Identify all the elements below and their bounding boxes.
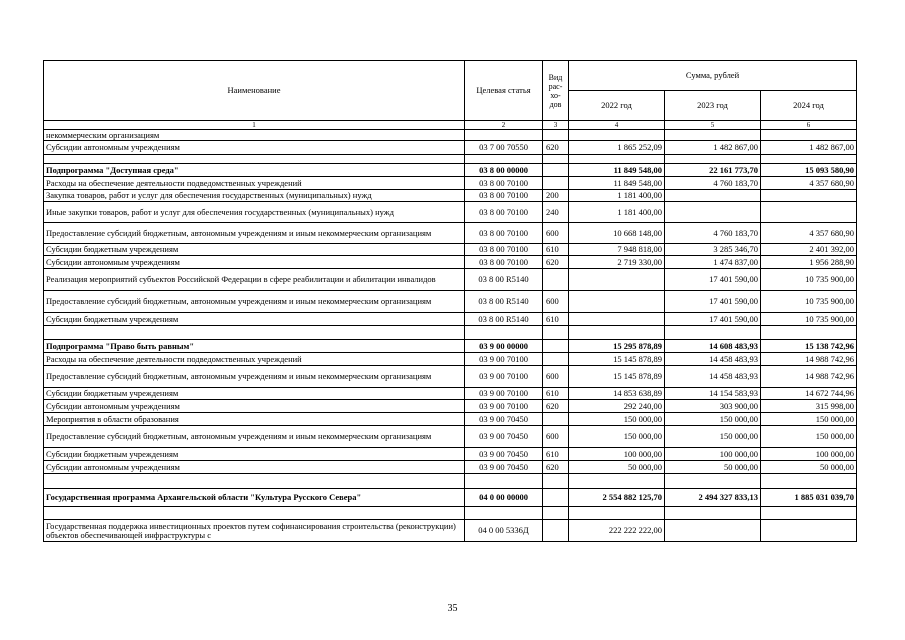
cell-expense-type xyxy=(543,353,569,366)
cell-sum-2024: 14 988 742,96 xyxy=(761,353,857,366)
page-number: 35 xyxy=(447,603,458,614)
cell-sum-2023: 1 474 837,00 xyxy=(665,256,761,269)
cell-sum-2023: 3 285 346,70 xyxy=(665,244,761,256)
cell-sum-2022: 150 000,00 xyxy=(569,426,665,448)
cell-sum-2023 xyxy=(665,507,761,520)
table-row xyxy=(44,326,857,340)
cell-target-code: 03 8 00 R5140 xyxy=(465,291,543,313)
cell-sum-2023: 14 458 483,93 xyxy=(665,366,761,388)
cell-name: Субсидии автономным учреждениям xyxy=(44,256,465,269)
cell-sum-2023: 4 760 183,70 xyxy=(665,177,761,190)
cell-sum-2024: 15 093 580,90 xyxy=(761,164,857,177)
table-row xyxy=(44,448,857,461)
cell-name: Иные закупки товаров, работ и услуг для обеспечения государственных (муниципальных) нужд xyxy=(44,202,465,223)
cell-sum-2023: 2 494 327 833,13 xyxy=(665,489,761,507)
cell-sum-2023 xyxy=(665,474,761,489)
table-row xyxy=(44,340,857,353)
cell-name: Закупка товаров, работ и услуг для обеспечения государственных (муниципальных) нужд xyxy=(44,190,465,202)
cell-sum-2022: 50 000,00 xyxy=(569,461,665,474)
cell-sum-2022: 222 222 222,00 xyxy=(569,520,665,542)
column-header-year-2024: 2024 год xyxy=(761,91,857,121)
cell-name xyxy=(44,474,465,489)
cell-target-code: 03 9 00 70100 xyxy=(465,366,543,388)
cell-target-code: 03 8 00 70100 xyxy=(465,256,543,269)
cell-expense-type xyxy=(543,326,569,340)
cell-name: Субсидии бюджетным учреждениям xyxy=(44,313,465,326)
cell-target-code: 03 8 00 R5140 xyxy=(465,313,543,326)
cell-target-code: 04 0 00 5336Д xyxy=(465,520,543,542)
cell-sum-2022: 7 948 818,00 xyxy=(569,244,665,256)
cell-sum-2022: 15 145 878,89 xyxy=(569,366,665,388)
cell-sum-2022 xyxy=(569,291,665,313)
cell-expense-type xyxy=(543,155,569,164)
cell-name: Подпрограмма "Доступная среда" xyxy=(44,164,465,177)
cell-expense-type: 620 xyxy=(543,461,569,474)
column-header-sum: Сумма, рублей xyxy=(569,61,857,91)
cell-name: Предоставление субсидий бюджетным, автономным учреждениям и иным некоммерческим организациям xyxy=(44,426,465,448)
cell-sum-2023 xyxy=(665,190,761,202)
cell-sum-2024 xyxy=(761,155,857,164)
table-row xyxy=(44,141,857,155)
cell-target-code: 03 8 00 70100 xyxy=(465,223,543,244)
cell-name: Расходы на обеспечение деятельности подведомственных учреждений xyxy=(44,177,465,190)
cell-sum-2023: 14 154 583,93 xyxy=(665,388,761,400)
cell-sum-2022: 1 181 400,00 xyxy=(569,190,665,202)
cell-sum-2024: 2 401 392,00 xyxy=(761,244,857,256)
cell-expense-type: 620 xyxy=(543,256,569,269)
budget-table xyxy=(43,60,857,542)
cell-expense-type xyxy=(543,413,569,426)
column-number: 2 xyxy=(465,121,543,130)
table-row xyxy=(44,507,857,520)
cell-sum-2022 xyxy=(569,130,665,141)
cell-sum-2022: 10 668 148,00 xyxy=(569,223,665,244)
cell-name xyxy=(44,326,465,340)
cell-sum-2022: 2 554 882 125,70 xyxy=(569,489,665,507)
cell-target-code: 03 8 00 00000 xyxy=(465,164,543,177)
cell-sum-2023 xyxy=(665,130,761,141)
column-header-code: Целевая статья xyxy=(465,61,543,121)
cell-expense-type: 600 xyxy=(543,223,569,244)
column-header-name: Наименование xyxy=(44,61,465,121)
cell-sum-2023: 17 401 590,00 xyxy=(665,313,761,326)
cell-name: Субсидии бюджетным учреждениям xyxy=(44,388,465,400)
column-number: 4 xyxy=(569,121,665,130)
table-row xyxy=(44,461,857,474)
cell-expense-type xyxy=(543,130,569,141)
cell-sum-2024: 100 000,00 xyxy=(761,448,857,461)
table-row xyxy=(44,489,857,507)
table-row xyxy=(44,177,857,190)
cell-name: Подпрограмма "Право быть равным" xyxy=(44,340,465,353)
cell-name: Предоставление субсидий бюджетным, автономным учреждениям и иным некоммерческим организациям xyxy=(44,223,465,244)
cell-sum-2023: 17 401 590,00 xyxy=(665,269,761,291)
cell-name: Субсидии бюджетным учреждениям xyxy=(44,448,465,461)
cell-expense-type xyxy=(543,340,569,353)
table-row xyxy=(44,388,857,400)
column-header-year-2023: 2023 год xyxy=(665,91,761,121)
cell-expense-type: 600 xyxy=(543,366,569,388)
cell-sum-2022 xyxy=(569,326,665,340)
cell-sum-2024: 14 988 742,96 xyxy=(761,366,857,388)
table-row xyxy=(44,164,857,177)
table-row xyxy=(44,190,857,202)
cell-target-code: 03 7 00 70550 xyxy=(465,141,543,155)
cell-sum-2022: 15 295 878,89 xyxy=(569,340,665,353)
cell-target-code: 03 8 00 R5140 xyxy=(465,269,543,291)
cell-target-code xyxy=(465,507,543,520)
cell-name: Государственная поддержка инвестиционных проектов путем софинансирования строительства (реконструкции) объектов обеспечивающей инфраструктуры с xyxy=(44,520,465,542)
cell-sum-2022 xyxy=(569,155,665,164)
table-row xyxy=(44,256,857,269)
table-row xyxy=(44,269,857,291)
cell-name: Реализация мероприятий субъектов Российской Федерации в сфере реабилитации и абилитации инвалидов xyxy=(44,269,465,291)
cell-name xyxy=(44,507,465,520)
cell-sum-2024 xyxy=(761,474,857,489)
table-row xyxy=(44,130,857,141)
cell-name: Субсидии автономным учреждениям xyxy=(44,141,465,155)
cell-sum-2023: 17 401 590,00 xyxy=(665,291,761,313)
cell-target-code: 03 8 00 70100 xyxy=(465,244,543,256)
table-row xyxy=(44,353,857,366)
cell-sum-2024: 50 000,00 xyxy=(761,461,857,474)
cell-name: Мероприятия в области образования xyxy=(44,413,465,426)
cell-sum-2024: 10 735 900,00 xyxy=(761,269,857,291)
cell-expense-type: 610 xyxy=(543,448,569,461)
table-row xyxy=(44,400,857,413)
cell-sum-2022: 292 240,00 xyxy=(569,400,665,413)
column-header-year-2022: 2022 год xyxy=(569,91,665,121)
cell-name: Предоставление субсидий бюджетным, автономным учреждениям и иным некоммерческим организациям xyxy=(44,366,465,388)
column-header-type-line: Вид xyxy=(548,72,563,82)
column-number: 1 xyxy=(44,121,465,130)
cell-expense-type xyxy=(543,164,569,177)
cell-name: Субсидии автономным учреждениям xyxy=(44,400,465,413)
table-row xyxy=(44,474,857,489)
cell-sum-2022: 100 000,00 xyxy=(569,448,665,461)
cell-sum-2023: 150 000,00 xyxy=(665,426,761,448)
cell-name: Расходы на обеспечение деятельности подведомственных учреждений xyxy=(44,353,465,366)
cell-expense-type xyxy=(543,177,569,190)
cell-sum-2024: 315 998,00 xyxy=(761,400,857,413)
cell-sum-2022 xyxy=(569,313,665,326)
cell-sum-2023: 100 000,00 xyxy=(665,448,761,461)
table-row xyxy=(44,520,857,542)
table-row xyxy=(44,366,857,388)
cell-name: Субсидии бюджетным учреждениям xyxy=(44,244,465,256)
cell-expense-type: 600 xyxy=(543,426,569,448)
table-row xyxy=(44,202,857,223)
cell-expense-type: 240 xyxy=(543,202,569,223)
cell-target-code: 03 8 00 70100 xyxy=(465,177,543,190)
cell-expense-type: 620 xyxy=(543,141,569,155)
cell-sum-2022: 15 145 878,89 xyxy=(569,353,665,366)
cell-expense-type: 600 xyxy=(543,291,569,313)
cell-sum-2024 xyxy=(761,507,857,520)
cell-sum-2024: 14 672 744,96 xyxy=(761,388,857,400)
cell-expense-type xyxy=(543,507,569,520)
cell-sum-2022: 11 849 548,00 xyxy=(569,164,665,177)
cell-sum-2022: 2 719 330,00 xyxy=(569,256,665,269)
table-row xyxy=(44,426,857,448)
cell-sum-2024: 1 956 288,90 xyxy=(761,256,857,269)
cell-target-code: 03 9 00 70450 xyxy=(465,426,543,448)
table-row xyxy=(44,223,857,244)
cell-sum-2023: 303 900,00 xyxy=(665,400,761,413)
cell-sum-2022 xyxy=(569,507,665,520)
cell-sum-2023 xyxy=(665,520,761,542)
cell-sum-2023 xyxy=(665,202,761,223)
cell-sum-2024 xyxy=(761,130,857,141)
cell-sum-2022: 11 849 548,00 xyxy=(569,177,665,190)
cell-expense-type xyxy=(543,489,569,507)
table-row xyxy=(44,291,857,313)
cell-sum-2022: 14 853 638,89 xyxy=(569,388,665,400)
cell-expense-type: 610 xyxy=(543,244,569,256)
cell-sum-2024 xyxy=(761,520,857,542)
cell-sum-2022: 1 865 252,09 xyxy=(569,141,665,155)
cell-sum-2022 xyxy=(569,269,665,291)
cell-target-code: 03 8 00 70100 xyxy=(465,202,543,223)
cell-sum-2023: 22 161 773,70 xyxy=(665,164,761,177)
cell-sum-2024 xyxy=(761,190,857,202)
cell-target-code: 03 9 00 70100 xyxy=(465,388,543,400)
cell-target-code: 03 9 00 70450 xyxy=(465,461,543,474)
cell-sum-2023: 150 000,00 xyxy=(665,413,761,426)
cell-sum-2022: 1 181 400,00 xyxy=(569,202,665,223)
cell-sum-2024: 1 885 031 039,70 xyxy=(761,489,857,507)
column-number: 3 xyxy=(543,121,569,130)
cell-sum-2023 xyxy=(665,326,761,340)
column-header-type-line: дов xyxy=(549,99,562,109)
table-row xyxy=(44,313,857,326)
cell-sum-2024 xyxy=(761,326,857,340)
cell-target-code: 03 8 00 70100 xyxy=(465,190,543,202)
cell-sum-2023: 14 608 483,93 xyxy=(665,340,761,353)
cell-sum-2022 xyxy=(569,474,665,489)
cell-expense-type: 610 xyxy=(543,388,569,400)
cell-target-code: 04 0 00 00000 xyxy=(465,489,543,507)
cell-expense-type: 620 xyxy=(543,400,569,413)
cell-sum-2024 xyxy=(761,202,857,223)
column-number: 6 xyxy=(761,121,857,130)
cell-sum-2024: 4 357 680,90 xyxy=(761,223,857,244)
table-row xyxy=(44,155,857,164)
cell-expense-type: 200 xyxy=(543,190,569,202)
cell-sum-2023: 14 458 483,93 xyxy=(665,353,761,366)
cell-name: некоммерческим организациям xyxy=(44,130,465,141)
cell-sum-2024: 15 138 742,96 xyxy=(761,340,857,353)
cell-target-code xyxy=(465,326,543,340)
column-header-type-line: хо- xyxy=(550,90,561,100)
cell-sum-2022: 150 000,00 xyxy=(569,413,665,426)
cell-sum-2024: 150 000,00 xyxy=(761,413,857,426)
cell-sum-2023 xyxy=(665,155,761,164)
column-header-type-line: рас- xyxy=(548,81,563,91)
cell-target-code xyxy=(465,130,543,141)
table-row xyxy=(44,244,857,256)
cell-target-code: 03 9 00 00000 xyxy=(465,340,543,353)
cell-target-code: 03 9 00 70450 xyxy=(465,413,543,426)
cell-sum-2024: 10 735 900,00 xyxy=(761,291,857,313)
cell-sum-2024: 1 482 867,00 xyxy=(761,141,857,155)
cell-name xyxy=(44,155,465,164)
cell-target-code: 03 9 00 70100 xyxy=(465,353,543,366)
cell-target-code xyxy=(465,474,543,489)
cell-name: Предоставление субсидий бюджетным, автономным учреждениям и иным некоммерческим организациям xyxy=(44,291,465,313)
cell-expense-type: 610 xyxy=(543,313,569,326)
cell-target-code: 03 9 00 70450 xyxy=(465,448,543,461)
column-header-type xyxy=(543,61,569,121)
cell-expense-type xyxy=(543,520,569,542)
cell-target-code: 03 9 00 70100 xyxy=(465,400,543,413)
cell-sum-2024: 150 000,00 xyxy=(761,426,857,448)
column-number: 5 xyxy=(665,121,761,130)
cell-expense-type xyxy=(543,269,569,291)
cell-name: Государственная программа Архангельской области "Культура Русского Севера" xyxy=(44,489,465,507)
cell-sum-2024: 4 357 680,90 xyxy=(761,177,857,190)
cell-sum-2023: 1 482 867,00 xyxy=(665,141,761,155)
cell-sum-2023: 4 760 183,70 xyxy=(665,223,761,244)
table-row xyxy=(44,413,857,426)
cell-name: Субсидии автономным учреждениям xyxy=(44,461,465,474)
cell-target-code xyxy=(465,155,543,164)
cell-expense-type xyxy=(543,474,569,489)
cell-sum-2023: 50 000,00 xyxy=(665,461,761,474)
cell-sum-2024: 10 735 900,00 xyxy=(761,313,857,326)
